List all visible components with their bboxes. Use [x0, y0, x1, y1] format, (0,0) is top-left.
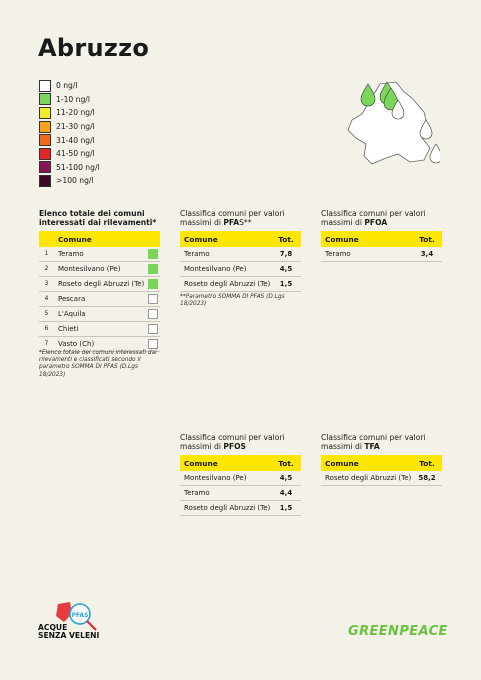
acque-senza-veleni-text [38, 624, 99, 640]
legend-item [39, 147, 100, 161]
table-header [321, 231, 442, 247]
table-row [39, 262, 160, 277]
tfa-title-bold: TFA [364, 442, 380, 452]
table-header [180, 455, 301, 471]
legend-swatch [39, 107, 51, 119]
checkbox-indicator [148, 264, 158, 274]
pfas-badge: PFAS [71, 612, 89, 619]
row-name: Vasto (Ch) [58, 340, 95, 348]
table-row [180, 277, 301, 292]
header-tot: Tot. [278, 234, 294, 244]
page-title: Abruzzo [38, 34, 150, 62]
legend-label: 0 ng/l [56, 81, 78, 91]
header-tot: Tot. [278, 458, 294, 468]
pfas-title-suffix: S** [239, 218, 252, 228]
legend-swatch [39, 93, 51, 105]
comuni-list-note: *Elenco totale dei comuni interessati dai rilevamenti e classificati secondo il parametro SOMMA DI PFAS (D.Lgs 18/2023) [39, 350, 157, 378]
row-value: 4,5 [279, 265, 293, 273]
legend-label: >100 ng/l [56, 176, 94, 186]
checkbox-indicator [148, 339, 158, 349]
row-name: Roseto degli Abruzzi (Te) [184, 280, 271, 288]
row-name: Roseto degli Abruzzi (Te) [325, 474, 412, 482]
legend-item [39, 93, 100, 107]
comuni-list-title: Elenco totale dei comuni interessati dai rilevamenti* [39, 209, 157, 228]
row-value: 4,4 [279, 489, 293, 497]
header-comune: Comune [58, 234, 92, 244]
pfos-title-prefix: Classifica comuni per valori massimi di [180, 433, 285, 452]
legend-item [39, 120, 100, 134]
legend-swatch [39, 148, 51, 160]
row-number: 4 [44, 296, 49, 302]
row-name: Montesilvano (Pe) [184, 474, 247, 482]
row-name: Montesilvano (Pe) [58, 265, 121, 273]
row-number: 3 [44, 281, 49, 287]
row-name: Teramo [325, 250, 351, 258]
header-comune: Comune [184, 234, 218, 244]
pfoa-table [321, 231, 442, 262]
table-row [321, 471, 442, 486]
row-name: Montesilvano (Pe) [184, 265, 247, 273]
row-value: 1,5 [279, 280, 293, 288]
legend [39, 79, 100, 188]
acque-line2: SENZA VELENI [38, 631, 100, 640]
header-comune: Comune [184, 458, 218, 468]
pfoa-title-bold: PFOA [364, 218, 388, 228]
abruzzo-map [338, 68, 440, 170]
row-number: 6 [44, 326, 49, 332]
row-name: Roseto degli Abruzzi (Te) [184, 504, 271, 512]
pfas-title-prefix: Classifica comuni per valori massimi di [180, 209, 285, 228]
pfoa-title-prefix: Classifica comuni per valori massimi di [321, 209, 426, 228]
header-comune: Comune [325, 234, 359, 244]
legend-swatch [39, 134, 51, 146]
legend-item [39, 133, 100, 147]
checkbox-indicator [148, 324, 158, 334]
table-row [180, 247, 301, 262]
table-row [180, 486, 301, 501]
legend-label: 51-100 ng/l [56, 162, 100, 172]
legend-item [39, 106, 100, 120]
table-header [39, 231, 160, 247]
row-value: 4,5 [279, 474, 293, 482]
table-header [321, 455, 442, 471]
row-value: 7,8 [279, 250, 293, 258]
legend-label: 21-30 ng/l [56, 122, 95, 132]
header-tot: Tot. [419, 458, 435, 468]
table-row [39, 307, 160, 322]
table-row [39, 292, 160, 307]
row-name: Roseto degli Abruzzi (Te) [58, 280, 145, 288]
pfos-title-bold: PFOS [223, 442, 247, 452]
row-name: Teramo [58, 250, 84, 258]
legend-swatch [39, 161, 51, 173]
row-name: Teramo [184, 250, 210, 258]
header-comune: Comune [325, 458, 359, 468]
row-number: 5 [44, 311, 49, 317]
checkbox-indicator [148, 309, 158, 319]
pfoa-title [321, 209, 446, 228]
comuni-list-table [39, 231, 160, 352]
tfa-title-prefix: Classifica comuni per valori massimi di [321, 433, 426, 452]
legend-swatch [39, 121, 51, 133]
table-row [39, 247, 160, 262]
legend-label: 31-40 ng/l [56, 135, 95, 145]
legend-item [39, 161, 100, 175]
legend-item [39, 174, 100, 188]
pfos-title [180, 433, 305, 452]
row-name: Pescara [58, 295, 86, 303]
pfas-note: **Parametro SOMMA DI PFAS (D.Lgs 18/2023) [180, 294, 285, 308]
row-name: Teramo [184, 489, 210, 497]
row-value: 1,5 [279, 504, 293, 512]
table-row [39, 322, 160, 337]
legend-label: 1-10 ng/l [56, 94, 90, 104]
greenpeace-logo: GREENPEACE [348, 624, 448, 639]
acque-line1: ACQUE [38, 623, 68, 632]
table-row [180, 262, 301, 277]
row-name: Chieti [58, 325, 79, 333]
tfa-title [321, 433, 446, 452]
legend-swatch [39, 175, 51, 187]
table-row [321, 247, 442, 262]
checkbox-indicator [148, 279, 158, 289]
table-header [180, 231, 301, 247]
legend-label: 11-20 ng/l [56, 108, 95, 118]
checkbox-indicator [148, 249, 158, 259]
tfa-table [321, 455, 442, 486]
pfos-table [180, 455, 301, 516]
table-row [180, 501, 301, 516]
pfas-table [180, 231, 301, 292]
row-value: 58,2 [418, 474, 436, 482]
row-number: 2 [44, 266, 49, 272]
row-value: 3,4 [420, 250, 434, 258]
table-row [180, 471, 301, 486]
pfas-title [180, 209, 305, 228]
header-tot: Tot. [419, 234, 435, 244]
row-name: L'Aquila [58, 310, 86, 318]
row-number: 1 [44, 251, 49, 257]
legend-item [39, 79, 100, 93]
checkbox-indicator [148, 294, 158, 304]
legend-label: 41-50 ng/l [56, 149, 95, 159]
row-number: 7 [44, 341, 49, 347]
table-row [39, 277, 160, 292]
pfas-title-bold: PFA [223, 218, 240, 228]
legend-swatch [39, 80, 51, 92]
